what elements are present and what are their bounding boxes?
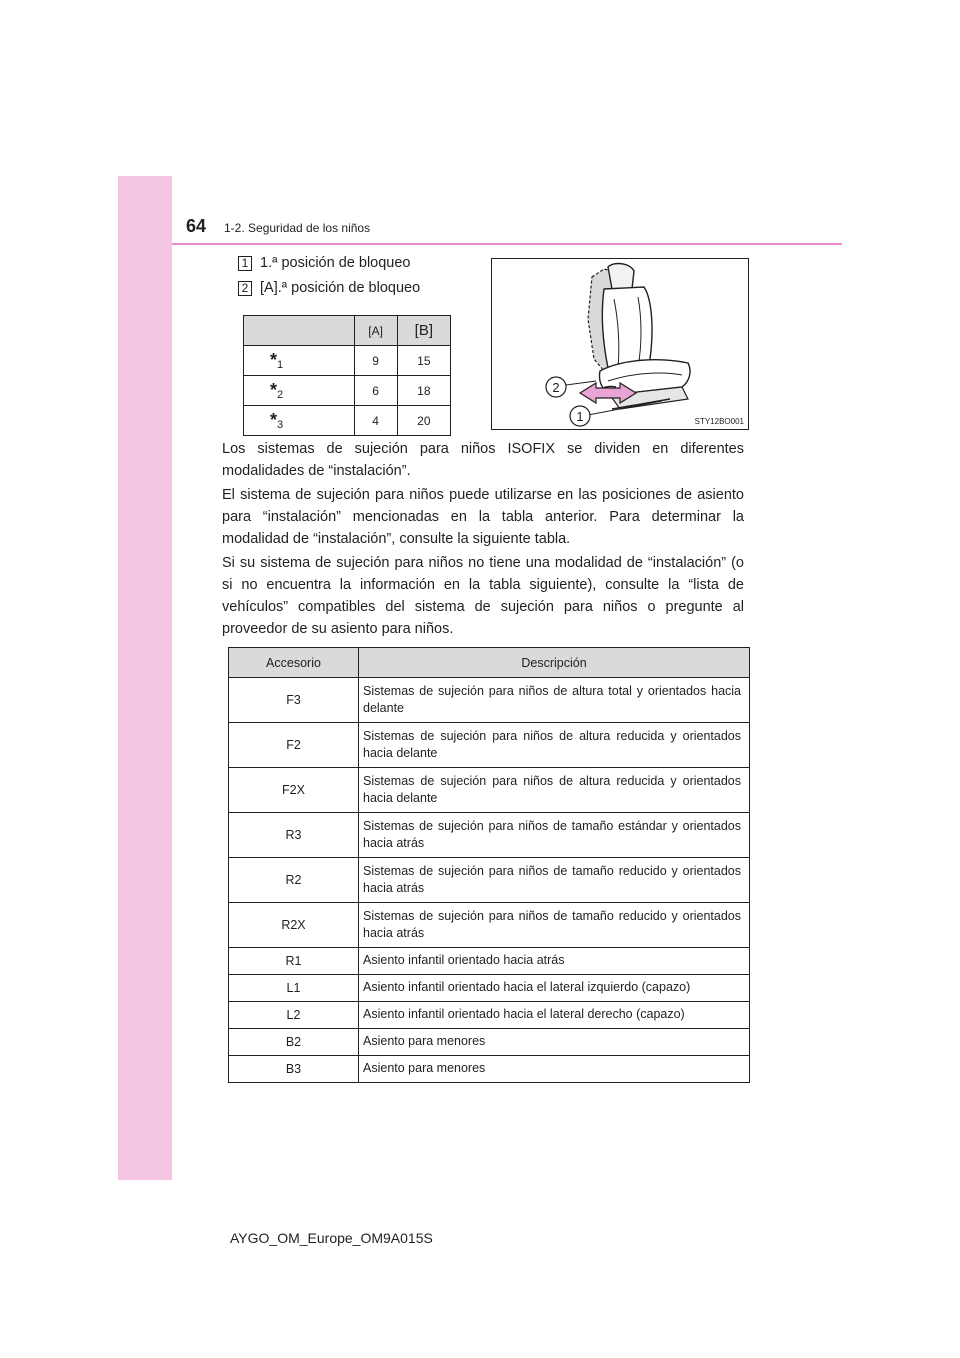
position-table <box>243 315 451 436</box>
table-cell: 15 <box>397 346 450 376</box>
accessory-code: R1 <box>229 948 359 975</box>
accessory-code: B2 <box>229 1029 359 1056</box>
accessory-code: L2 <box>229 1002 359 1029</box>
document-footer: AYGO_OM_Europe_OM9A015S <box>230 1230 433 1246</box>
callout-1 <box>238 255 410 271</box>
accessory-code: R2 <box>229 858 359 903</box>
seat-marker: *3 <box>244 406 355 436</box>
table-cell: 9 <box>354 346 397 376</box>
table-row <box>229 1029 750 1056</box>
table-row <box>229 948 750 975</box>
accessory-description: Asiento infantil orientado hacia el lateral derecho (capazo) <box>359 1002 750 1029</box>
figure-label-1: 1 <box>576 409 584 424</box>
accessory-description: Sistemas de sujeción para niños de tamaño reducido y orientados hacia atrás <box>359 858 750 903</box>
accessory-description: Asiento para menores <box>359 1029 750 1056</box>
accessory-code: L1 <box>229 975 359 1002</box>
accessory-description: Sistemas de sujeción para niños de altura reducida y orientados hacia delante <box>359 723 750 768</box>
accessory-description: Asiento infantil orientado hacia el lateral izquierdo (capazo) <box>359 975 750 1002</box>
section-title: 1-2. Seguridad de los niños <box>224 221 371 235</box>
accessory-code: R3 <box>229 813 359 858</box>
seat-figure <box>491 258 749 430</box>
table-cell: 6 <box>354 376 397 406</box>
table-header-row <box>229 648 750 678</box>
table-header-cell: [B] <box>397 316 450 346</box>
accessory-description: Asiento para menores <box>359 1056 750 1083</box>
table-row <box>244 406 451 436</box>
accessory-description: Sistemas de sujeción para niños de tamaño estándar y orientados hacia atrás <box>359 813 750 858</box>
figure-code: STY12BO001 <box>694 417 744 426</box>
table-row <box>229 1056 750 1083</box>
callout-text: 1.ª posición de bloqueo <box>260 255 411 271</box>
accessory-code: F2 <box>229 723 359 768</box>
table-row <box>229 723 750 768</box>
table-row <box>229 678 750 723</box>
table-row <box>229 975 750 1002</box>
accessory-description: Sistemas de sujeción para niños de tamaño reducido y orientados hacia atrás <box>359 903 750 948</box>
table-row <box>229 768 750 813</box>
table-header-row <box>244 316 451 346</box>
table-cell: 20 <box>397 406 450 436</box>
table-row <box>229 813 750 858</box>
table-row <box>229 903 750 948</box>
callout-text: [A].ª posición de bloqueo <box>260 280 421 296</box>
accessory-code: F3 <box>229 678 359 723</box>
callout-2 <box>238 280 420 296</box>
paragraph-2: El sistema de sujeción para niños puede utilizarse en las posiciones de asiento para “instalación” mencionadas en la tabla anterior. Para determinar la modalidad de “instalación”, consulte la siguiente tabla. <box>222 487 744 547</box>
table-header-cell: Descripción <box>359 648 750 678</box>
table-header-cell: [A] <box>354 316 397 346</box>
seat-marker: *2 <box>244 376 355 406</box>
callout-number: 2 <box>238 281 252 296</box>
accessory-code: F2X <box>229 768 359 813</box>
table-cell: 4 <box>354 406 397 436</box>
page-number: 64 <box>186 216 207 236</box>
table-row <box>244 346 451 376</box>
accessory-code: R2X <box>229 903 359 948</box>
header-rule <box>172 243 842 245</box>
table-row <box>229 1002 750 1029</box>
callout-number: 1 <box>238 256 252 271</box>
table-row <box>229 858 750 903</box>
accessory-description: Sistemas de sujeción para niños de altura total y orientados hacia delante <box>359 678 750 723</box>
table-row <box>244 376 451 406</box>
side-band <box>118 176 172 1180</box>
seat-illustration-icon <box>492 259 748 429</box>
seat-marker: *1 <box>244 346 355 376</box>
table-header-cell: Accesorio <box>229 648 359 678</box>
accessory-description: Sistemas de sujeción para niños de altura reducida y orientados hacia delante <box>359 768 750 813</box>
table-cell: 18 <box>397 376 450 406</box>
accessory-description: Asiento infantil orientado hacia atrás <box>359 948 750 975</box>
figure-label-2: 2 <box>552 380 560 395</box>
accessory-code: B3 <box>229 1056 359 1083</box>
accessory-table <box>228 647 750 1083</box>
paragraph-1: Los sistemas de sujeción para niños ISOFIX se dividen en diferentes modalidades de “instalación”. <box>222 441 744 479</box>
table-header-cell <box>244 316 355 346</box>
paragraph-3: Si su sistema de sujeción para niños no tiene una modalidad de “instalación” (o si no encuentra la información en la tabla siguiente), consulte la “lista de vehículos” compatibles del sistema de sujeción para niños o pregunte al proveedor de su asiento para niños. <box>222 555 744 637</box>
